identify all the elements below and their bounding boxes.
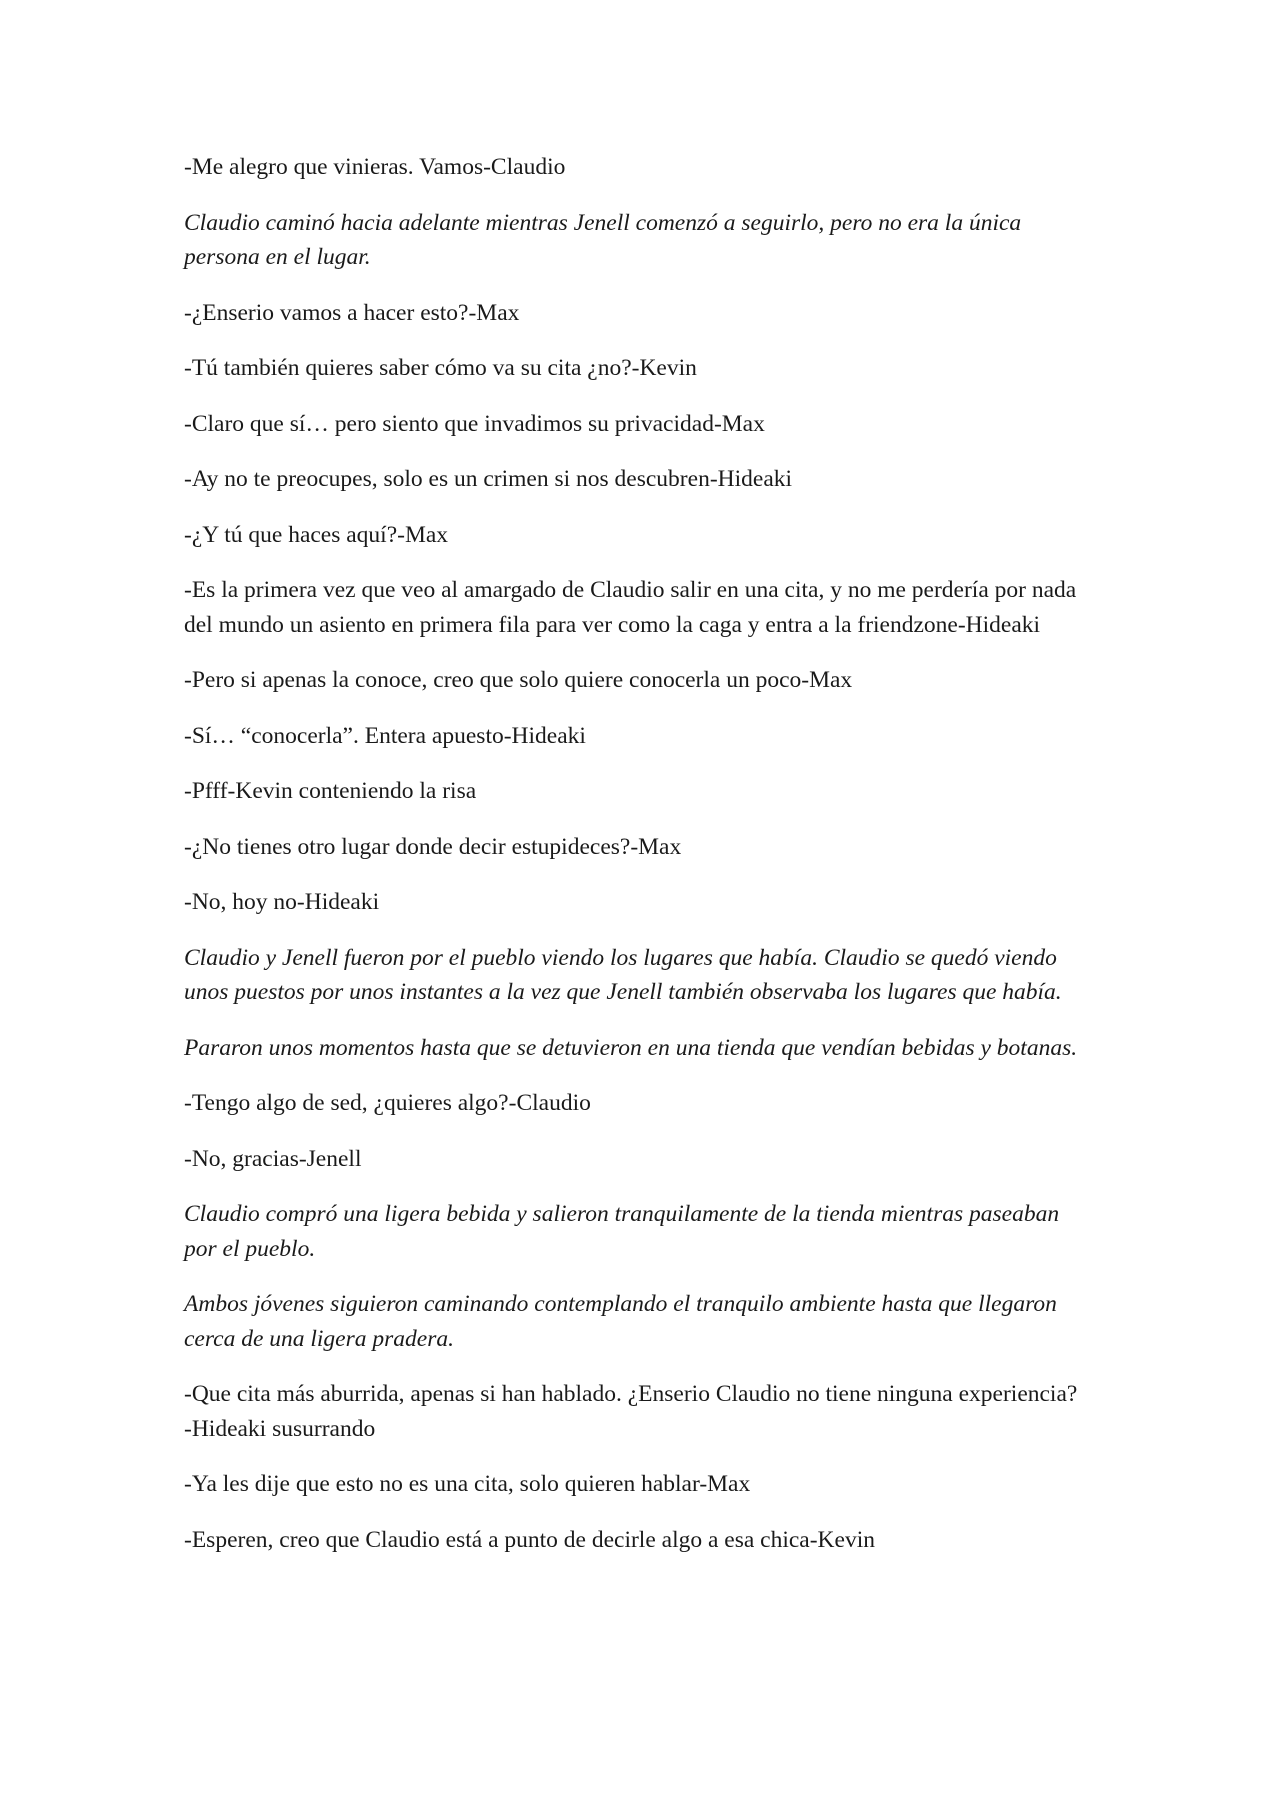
dialogue-line: -Pero si apenas la conoce, creo que solo quiere conocerla un poco-Max [184, 667, 853, 693]
dialogue-line: -No, hoy no-Hideaki [184, 889, 380, 915]
dialogue-line: -Es la primera vez que veo al amargado de Claudio salir en una cita, y no me perdería por nada del mundo un asiento en primera fila para ver como la caga y entra a la friendzone-Hideaki [184, 577, 1077, 638]
dialogue-line: -Tú también quieres saber cómo va su cita ¿no?-Kevin [184, 355, 697, 381]
dialogue-line: -Ya les dije que esto no es una cita, solo quieren hablar-Max [184, 1471, 751, 1497]
dialogue-line: -¿No tienes otro lugar donde decir estupideces?-Max [184, 833, 682, 860]
dialogue-line: -Me alegro que vinieras. Vamos-Claudio [184, 154, 566, 180]
narration-paragraph: Claudio compró una ligera bebida y salieron tranquilamente de la tienda mientras paseaban por el pueblo. [184, 1201, 1060, 1262]
narration-paragraph: Ambos jóvenes siguieron caminando contemplando el tranquilo ambiente hasta que llegaron cerca de una ligera pradera. [184, 1291, 1057, 1352]
narration-paragraph: Claudio caminó hacia adelante mientras Jenell comenzó a seguirlo, pero no era la única persona en el lugar. [184, 209, 1022, 270]
dialogue-line: -Tengo algo de sed, ¿quieres algo?-Claudio [184, 1090, 591, 1116]
narration-paragraph: Claudio y Jenell fueron por el pueblo viendo los lugares que había. Claudio se quedó viendo unos puestos por unos instantes a la vez que Jenell también observaba los lugares que había. [184, 944, 1062, 1005]
dialogue-line: -¿Y tú que haces aquí?-Max [184, 521, 449, 548]
dialogue-line: -Ay no te preocupes, solo es un crimen si nos descubren-Hideaki [184, 466, 793, 492]
dialogue-line: -Esperen, creo que Claudio está a punto de decirle algo a esa chica-Kevin [184, 1526, 875, 1553]
dialogue-line: -No, gracias-Jenell [184, 1145, 362, 1172]
dialogue-line: -Que cita más aburrida, apenas si han hablado. ¿Enserio Claudio no tiene ninguna experiencia?-Hideaki susurrando [184, 1381, 1078, 1442]
document-body [184, 150, 1084, 1578]
narration-paragraph: Pararon unos momentos hasta que se detuvieron en una tienda que vendían bebidas y botanas. [184, 1034, 1078, 1061]
dialogue-line: -Claro que sí… pero siento que invadimos su privacidad-Max [184, 410, 765, 437]
dialogue-line: -¿Enserio vamos a hacer esto?-Max [184, 299, 520, 326]
dialogue-line: -Pfff-Kevin conteniendo la risa [184, 778, 477, 804]
dialogue-line: -Sí… “conocerla”. Entera apuesto-Hideaki [184, 722, 586, 749]
